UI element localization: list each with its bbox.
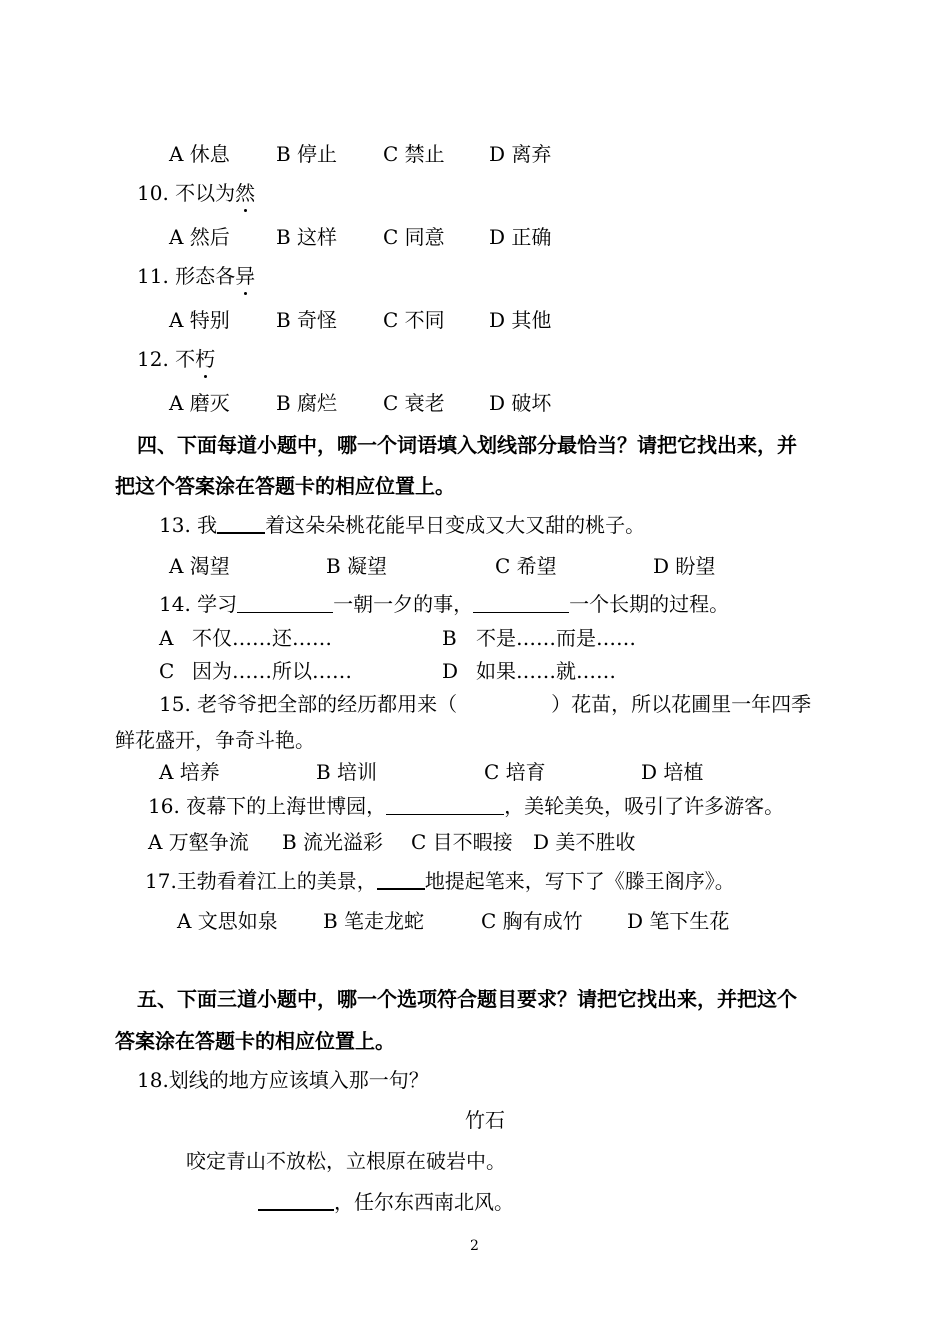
q10-option-a: A 然后 [169, 225, 230, 249]
q11-text: 形态各 [175, 264, 236, 288]
q18-poem-title: 竹石 [465, 1108, 505, 1132]
q16-option-c: C 目不暇接 [411, 830, 513, 854]
q10-option-b: B 这样 [276, 225, 338, 249]
q18-question: 18.划线的地方应该填入那一句？ [137, 1068, 429, 1092]
q11-number: 11. [137, 264, 169, 288]
section4-heading-line1: 四、下面每道小题中，哪一个词语填入划线部分最恰当？请把它找出来，并 [137, 433, 797, 457]
q14-blank-1 [237, 592, 333, 613]
q15-option-b: B 培训 [316, 760, 378, 784]
q13-option-a: A 渴望 [169, 554, 230, 578]
q14-text-post: 一个长期的过程。 [569, 592, 730, 616]
q11-question [137, 263, 255, 289]
section5-heading-line1: 五、下面三道小题中，哪一个选项符合题目要求？请把它找出来，并把这个 [137, 987, 797, 1011]
q14-text-mid: 一朝一夕的事， [333, 592, 474, 616]
q9-option-a: A 休息 [169, 142, 230, 166]
q14-option-b-text: 不是……而是…… [476, 626, 636, 650]
q14-question [159, 591, 729, 617]
q17-option-a: A 文思如泉 [177, 909, 278, 933]
q15-option-c: C 培育 [484, 760, 546, 784]
q16-blank [386, 794, 504, 815]
q12-option-c: C 衰老 [383, 391, 445, 415]
q10-dotted-char: 然 [235, 181, 256, 205]
q13-question [159, 512, 645, 538]
q15-question-line1 [159, 691, 811, 717]
page-number: 2 [470, 1238, 479, 1254]
q14-option-a-text: 不仅……还…… [192, 626, 332, 650]
q10-number: 10. [137, 181, 169, 205]
section4-heading-line2: 把这个答案涂在答题卡的相应位置上。 [115, 474, 455, 498]
q14-blank-2 [473, 592, 569, 613]
q15-option-d: D 培植 [641, 760, 704, 784]
q11-option-b: B 奇怪 [276, 308, 338, 332]
q13-blank [217, 512, 265, 534]
q13-option-c: C 希望 [495, 554, 557, 578]
q11-option-a: A 特别 [169, 308, 230, 332]
q17-blank [377, 868, 425, 890]
q14-option-b-letter: B [442, 626, 457, 650]
q17-text-pre: 17.王勃看着江上的美景， [145, 869, 377, 893]
q13-text-pre: 13. 我 [159, 513, 218, 537]
q16-option-a: A 万壑争流 [148, 830, 249, 854]
q14-option-c-text: 因为……所以…… [192, 659, 352, 683]
q12-question [137, 346, 215, 372]
q10-text: 不以为 [175, 181, 236, 205]
q15-text-post: ）花苗，所以花圃里一年四季 [551, 692, 812, 716]
q17-question [145, 868, 735, 894]
q13-text-post: 着这朵朵桃花能早日变成又大又甜的桃子。 [265, 513, 646, 537]
q11-option-d: D 其他 [489, 308, 552, 332]
q15-question-line2: 鲜花盛开，争奇斗艳。 [115, 728, 315, 752]
q11-option-c: C 不同 [383, 308, 445, 332]
q9-option-d: D 离弃 [489, 142, 552, 166]
q15-option-a: A 培养 [159, 760, 220, 784]
q14-option-a-letter: A [159, 626, 174, 650]
q12-option-d: D 破坏 [489, 391, 552, 415]
q17-option-c: C 胸有成竹 [481, 909, 583, 933]
q17-option-d: D 笔下生花 [627, 909, 730, 933]
q16-text-post: ，美轮美奂，吸引了许多游客。 [504, 794, 785, 818]
section5-heading-line2: 答案涂在答题卡的相应位置上。 [115, 1029, 395, 1053]
q10-question [137, 180, 255, 206]
q12-option-a: A 磨灭 [169, 391, 230, 415]
q13-option-d: D 盼望 [653, 554, 716, 578]
q18-poem-line2-text: ，任尔东西南北风。 [334, 1190, 514, 1214]
q11-dotted-char: 异 [235, 264, 256, 288]
q16-question [148, 793, 784, 819]
q17-text-post: 地提起笔来，写下了《滕王阁序》。 [424, 869, 735, 893]
q15-text-pre: 15. 老爷爷把全部的经历都用来（ [159, 692, 458, 716]
q14-option-d-letter: D [442, 659, 459, 683]
q9-option-c: C 禁止 [383, 142, 445, 166]
q12-text: 不 [175, 347, 196, 371]
q10-option-c: C 同意 [383, 225, 445, 249]
q14-text-pre: 14. 学习 [159, 592, 238, 616]
q17-option-b: B 笔走龙蛇 [323, 909, 425, 933]
q18-blank [258, 1189, 334, 1211]
q16-text-pre: 16. 夜幕下的上海世博园， [148, 794, 387, 818]
q16-option-d: D 美不胜收 [533, 830, 636, 854]
q10-option-d: D 正确 [489, 225, 552, 249]
q13-option-b: B 凝望 [326, 554, 388, 578]
q9-option-b: B 停止 [276, 142, 338, 166]
q12-dotted-char: 朽 [195, 347, 216, 371]
q18-poem-line1: 咬定青山不放松，立根原在破岩中。 [186, 1149, 506, 1173]
q14-option-c-letter: C [159, 659, 175, 683]
q18-poem-line2 [258, 1189, 514, 1215]
q12-number: 12. [137, 347, 169, 371]
q16-option-b: B 流光溢彩 [282, 830, 384, 854]
q12-option-b: B 腐烂 [276, 391, 338, 415]
q14-option-d-text: 如果……就…… [476, 659, 616, 683]
